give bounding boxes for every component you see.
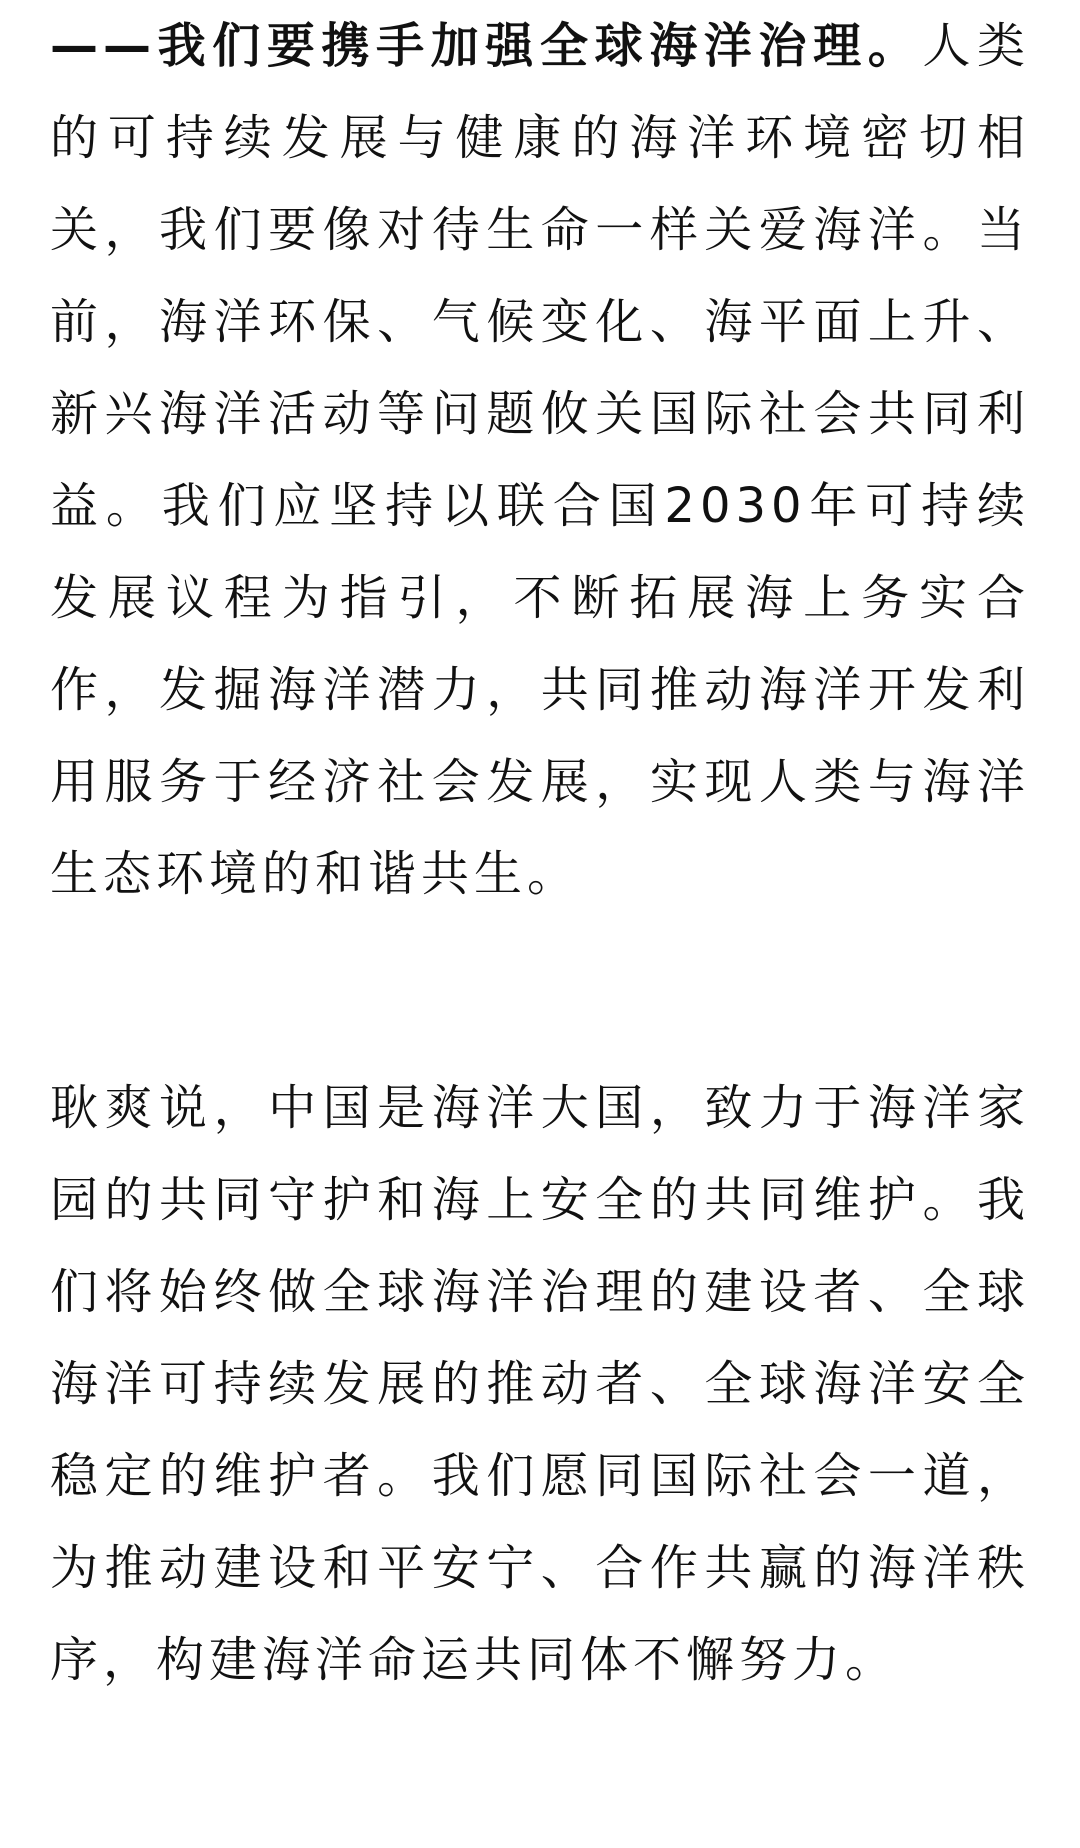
article-body xyxy=(50,0,1030,1706)
article-paragraph xyxy=(50,0,1030,920)
bold-lead-sentence: ——我们要携手加强全球海洋治理。 xyxy=(50,18,923,74)
paragraph-text: 耿爽说，中国是海洋大国，致力于海洋家园的共同守护和海上安全的共同维护。我们将始终做全球海洋治理的建设者、全球海洋可持续发展的推动者、全球海洋安全稳定的维护者。我们愿同国际社会一道，为推动建设和平安宁、合作共赢的海洋秩序，构建海洋命运共同体不懈努力。 xyxy=(50,1080,1030,1688)
paragraph-text: 人类的可持续发展与健康的海洋环境密切相关，我们要像对待生命一样关爱海洋。当前，海洋环保、气候变化、海平面上升、新兴海洋活动等问题攸关国际社会共同利益。我们应坚持以联合国2030年可持续发展议程为指引，不断拓展海上务实合作，发掘海洋潜力，共同推动海洋开发利用服务于经济社会发展，实现人类与海洋生态环境的和谐共生。 xyxy=(50,18,1030,902)
article-paragraph xyxy=(50,1062,1030,1706)
